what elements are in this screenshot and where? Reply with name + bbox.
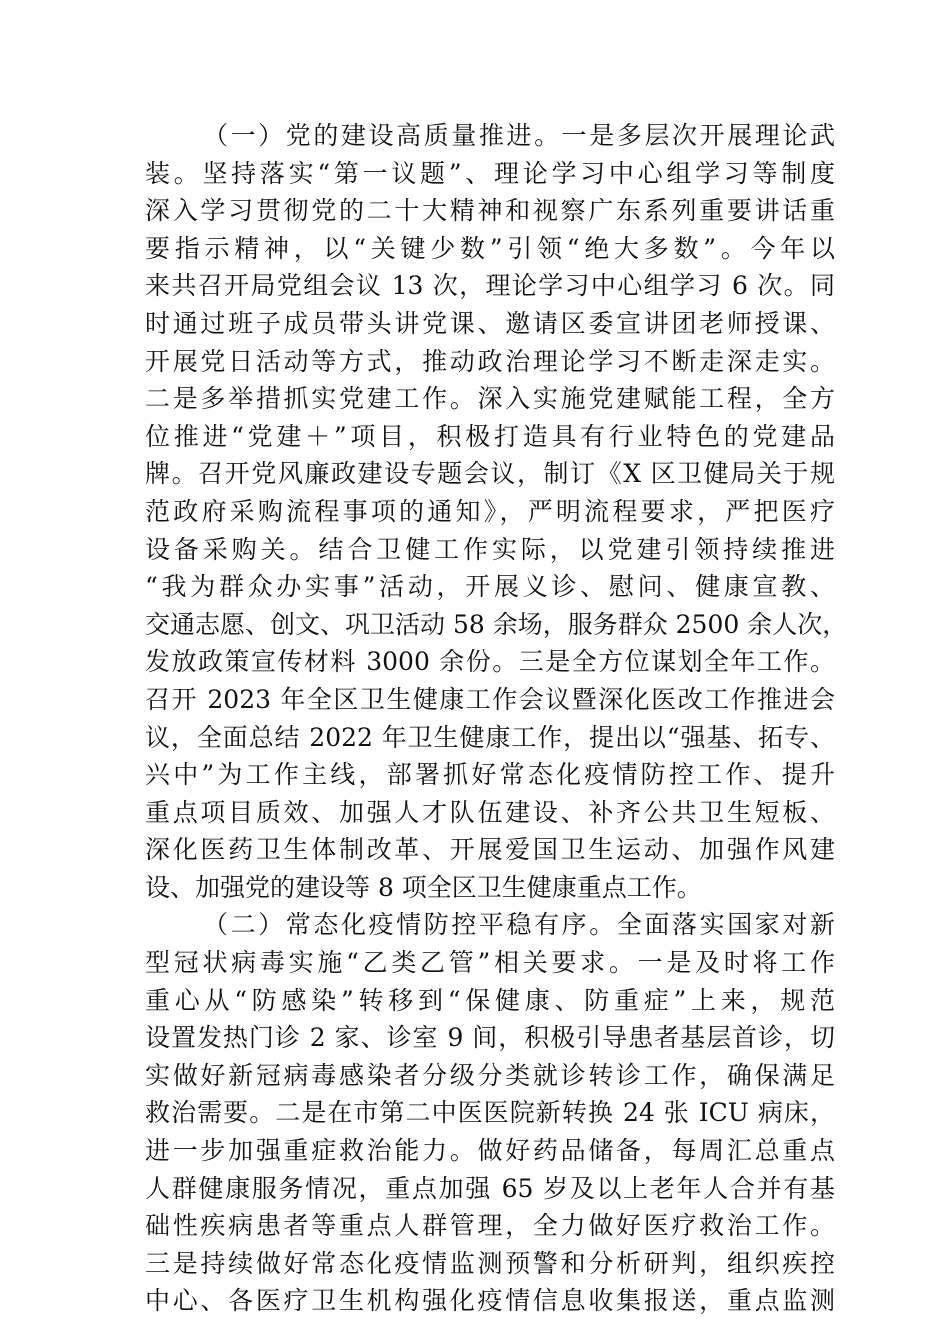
- paragraph-line: 三是持续做好常态化疫情监测预警和分析研判，组织疾控: [145, 1248, 835, 1278]
- paragraph-line: 要指示精神，以“关键少数”引领“绝大多数”。今年以: [145, 233, 835, 263]
- paragraph-line: 救治需要。二是在市第二中医医院新转换 24 张 ICU 病床，: [145, 1098, 835, 1128]
- paragraph-line: 深入学习贯彻党的二十大精神和视察广东系列重要讲话重: [145, 196, 835, 226]
- paragraph-line: 装。坚持落实“第一议题”、理论学习中心组学习等制度: [145, 158, 835, 188]
- paragraph-line: 设、加强党的建设等 8 项全区卫生健康重点工作。: [145, 872, 702, 902]
- paragraph-line: 位推进“党建＋”项目，积极打造具有行业特色的党建品: [145, 421, 835, 451]
- paragraph-line: 实做好新冠病毒感染者分级分类就诊转诊工作，确保满足: [145, 1060, 835, 1090]
- paragraph-line: （二）常态化疫情防控平稳有序。全面落实国家对新: [203, 910, 835, 940]
- paragraph-line: 范政府采购流程事项的通知》，严明流程要求，严把医疗: [145, 496, 835, 526]
- paragraph-line: 中心、各医疗卫生机构强化疫情信息收集报送，重点监测: [145, 1286, 835, 1316]
- paragraph-line: 交通志愿、创文、巩卫活动 58 余场，服务群众 2500 余人次，: [145, 609, 848, 639]
- paragraph-line: 型冠状病毒实施“乙类乙管”相关要求。一是及时将工作: [145, 948, 835, 978]
- paragraph-line: 兴中”为工作主线，部署抓好常态化疫情防控工作、提升: [145, 760, 835, 790]
- paragraph-line: 开展党日活动等方式，推动政治理论学习不断走深走实。: [145, 346, 835, 376]
- paragraph-line: 设置发热门诊 2 家、诊室 9 间，积极引导患者基层首诊，切: [145, 1023, 835, 1053]
- paragraph-line: 召开 2023 年全区卫生健康工作会议暨深化医改工作推进会: [145, 684, 835, 714]
- paragraph-line: 二是多举措抓实党建工作。深入实施党建赋能工程，全方: [145, 384, 835, 414]
- paragraph-line: 来共召开局党组会议 13 次，理论学习中心组学习 6 次。同: [145, 271, 835, 301]
- paragraph-line: 牌。召开党风廉政建设专题会议，制订《X 区卫健局关于规: [145, 459, 835, 489]
- paragraph-line: 人群健康服务情况，重点加强 65 岁及以上老年人合并有基: [145, 1173, 835, 1203]
- paragraph-line: 深化医药卫生体制改革、开展爱国卫生运动、加强作风建: [145, 835, 835, 865]
- paragraph-line: 发放政策宣传材料 3000 余份。三是全方位谋划全年工作。: [145, 647, 835, 677]
- paragraph-line: 重点项目质效、加强人才队伍建设、补齐公共卫生短板、: [145, 797, 835, 827]
- paragraph-line: “我为群众办实事”活动，开展义诊、慰问、健康宣教、: [145, 572, 835, 602]
- paragraph-line: 议，全面总结 2022 年卫生健康工作，提出以“强基、拓专、: [145, 722, 835, 752]
- paragraph-line: 础性疾病患者等重点人群管理，全力做好医疗救治工作。: [145, 1211, 835, 1241]
- paragraph-line: 时通过班子成员带头讲党课、邀请区委宣讲团老师授课、: [145, 308, 835, 338]
- paragraph-line: 设备采购关。结合卫健工作实际，以党建引领持续推进: [145, 534, 835, 564]
- paragraph-line: 进一步加强重症救治能力。做好药品储备，每周汇总重点: [145, 1136, 835, 1166]
- document-body: [145, 117, 848, 1320]
- paragraph-line: 重心从“防感染”转移到“保健康、防重症”上来，规范: [145, 985, 835, 1015]
- paragraph-line: （一）党的建设高质量推进。一是多层次开展理论武: [203, 121, 835, 150]
